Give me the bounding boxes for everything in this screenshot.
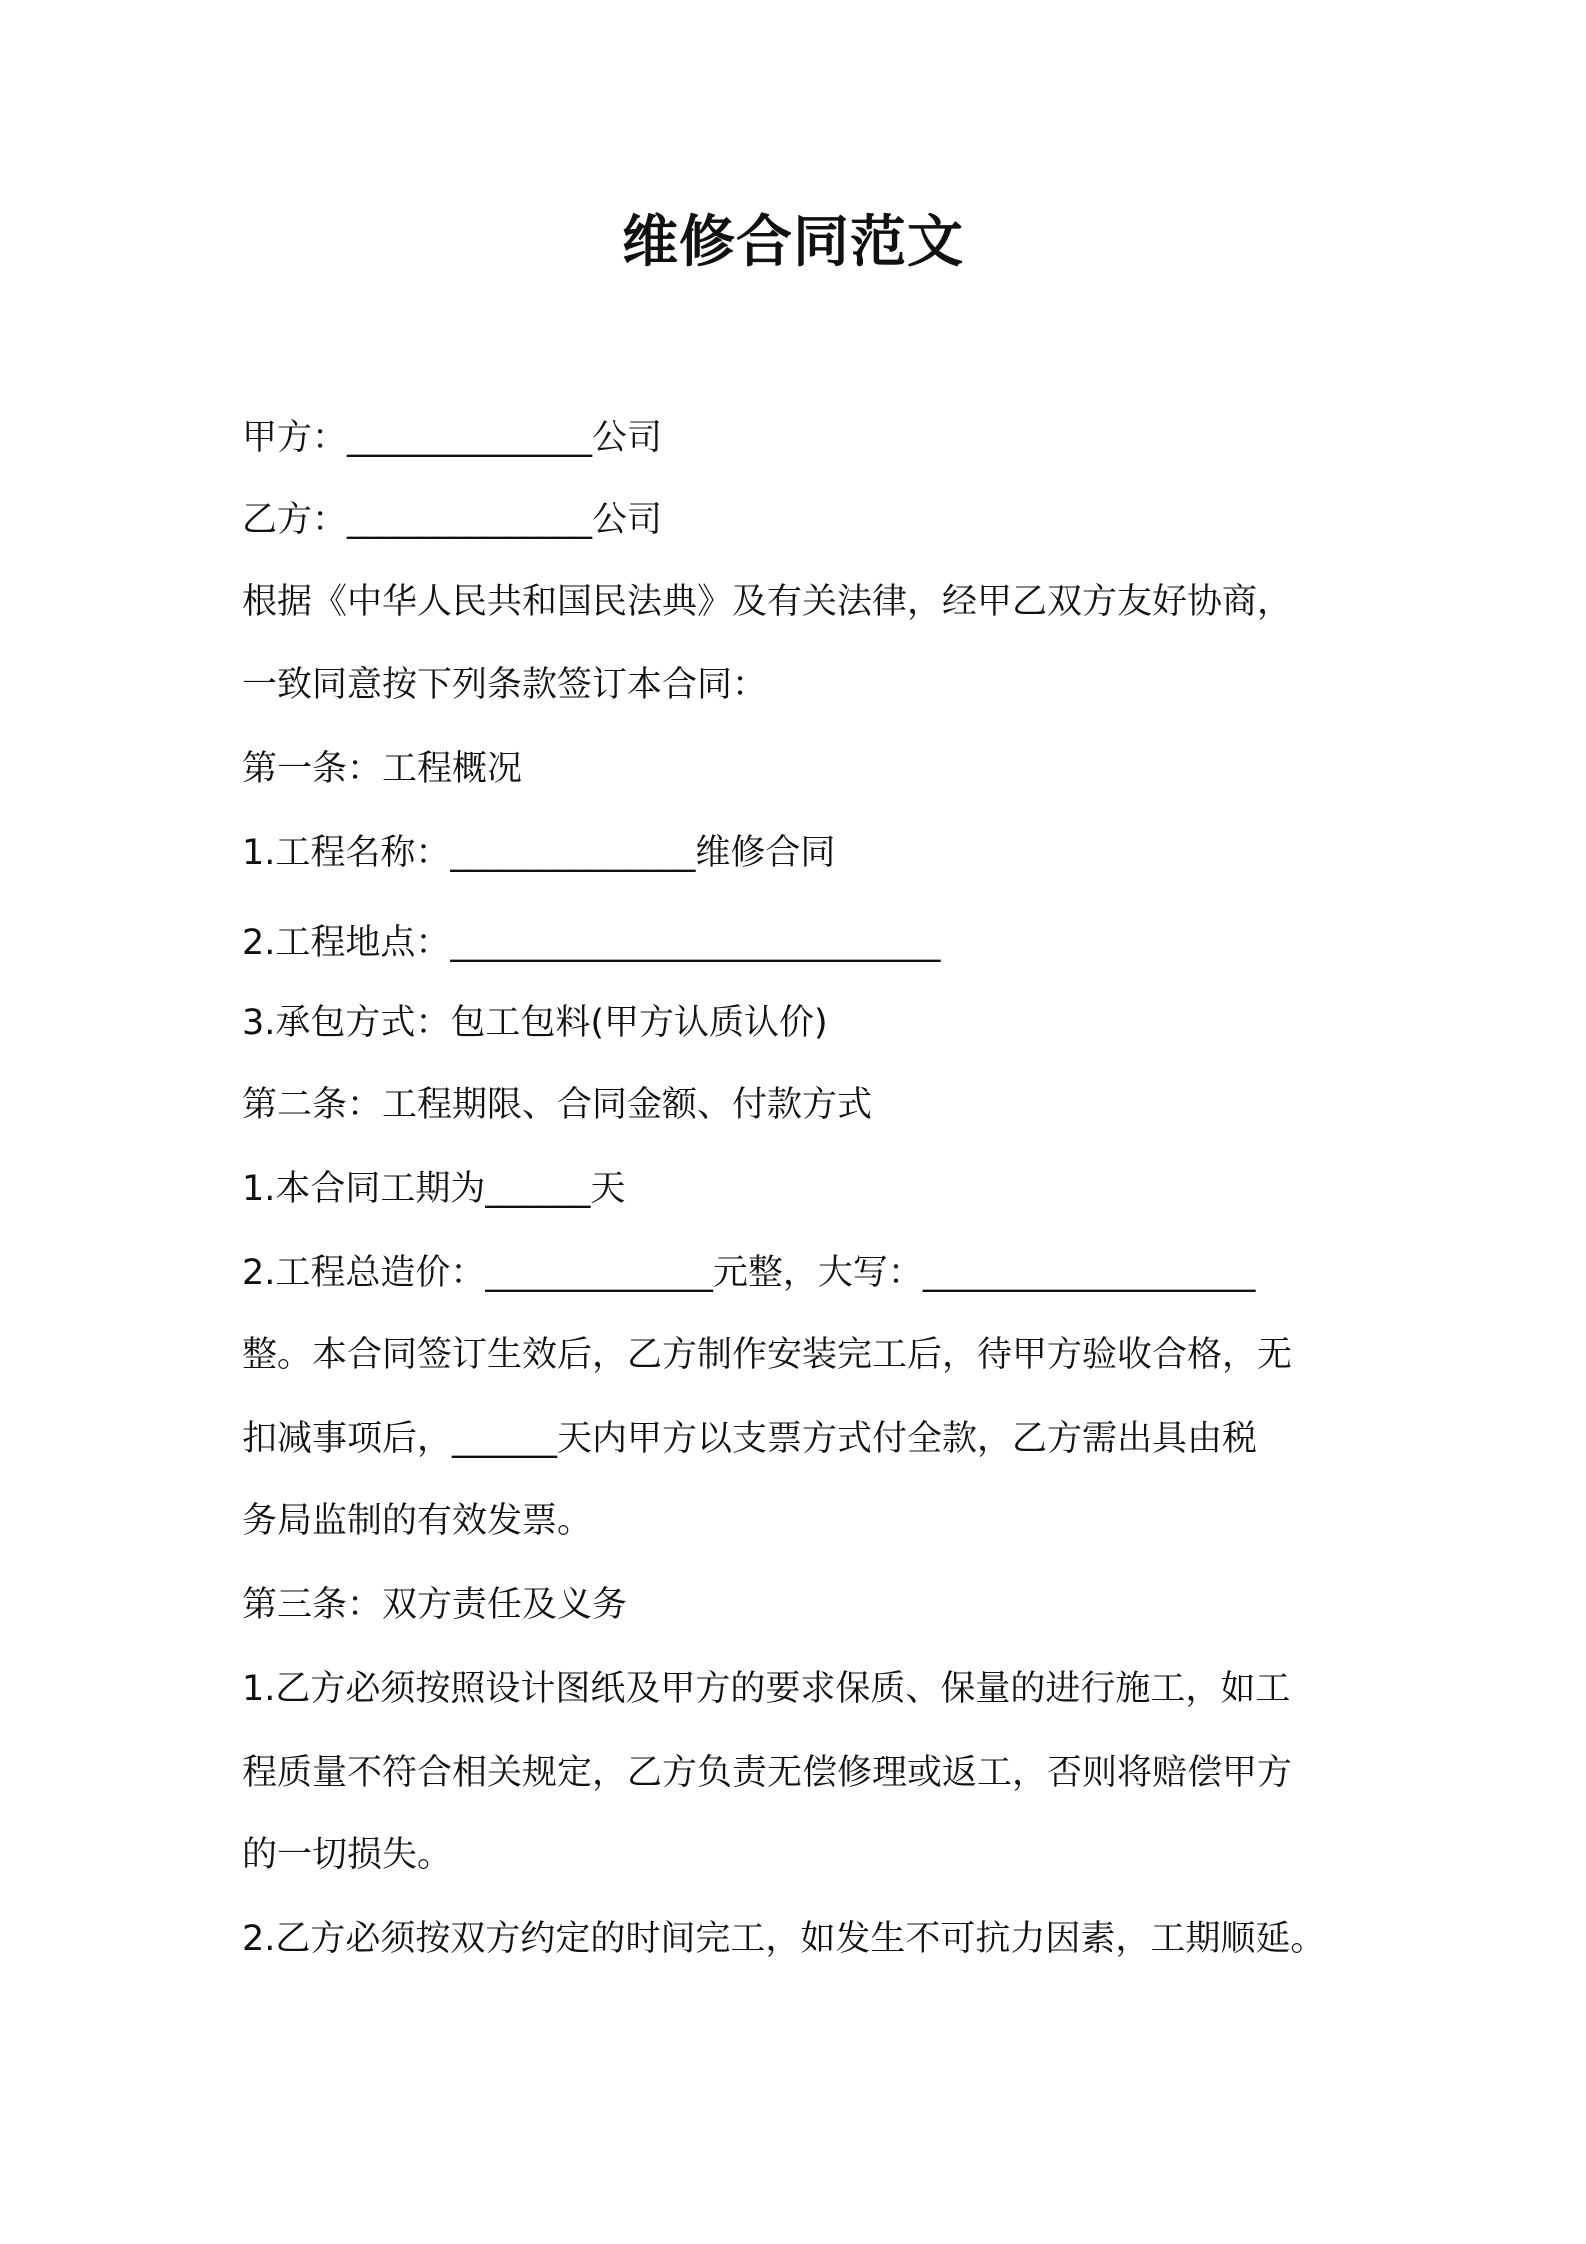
duty-1-line-2: 程质量不符合相关规定，乙方负责无偿修理或返工，否则将赔偿甲方: [242, 1753, 1293, 1793]
preamble-line-1: 根据《中华人民共和国民法典》及有关法律，经甲乙双方友好协商，: [242, 582, 1293, 622]
article-3-heading: 第三条：双方责任及义务: [242, 1585, 628, 1625]
document-title: 维修合同范文: [622, 210, 964, 275]
payment-line-3: 务局监制的有效发票。: [242, 1501, 593, 1541]
project-name-line: 1.工程名称：______________维修合同: [242, 833, 836, 873]
duration-line: 1.本合同工期为______天: [242, 1169, 626, 1209]
duty-2-line: 2.乙方必须按双方约定的时间完工，如发生不可抗力因素，工期顺延。: [242, 1919, 1326, 1959]
duty-1-line-1: 1.乙方必须按照设计图纸及甲方的要求保质、保量的进行施工，如工: [242, 1669, 1291, 1709]
party-b-line: 乙方：______________公司: [242, 500, 663, 540]
article-1-heading: 第一条：工程概况: [242, 749, 523, 789]
duty-1-line-3: 的一切损失。: [242, 1835, 453, 1875]
project-location-line: 2.工程地点：____________________________: [242, 923, 941, 963]
total-cost-line: 2.工程总造价：_____________元整，大写：___________________: [242, 1253, 1256, 1293]
preamble-line-2: 一致同意按下列条款签订本合同：: [242, 665, 768, 705]
article-2-heading: 第二条：工程期限、合同金额、付款方式: [242, 1085, 873, 1125]
contract-method-line: 3.承包方式：包工包料(甲方认质认价): [242, 1003, 828, 1043]
payment-line-1: 整。本合同签订生效后，乙方制作安装完工后，待甲方验收合格，无: [242, 1335, 1293, 1375]
payment-line-2: 扣减事项后，______天内甲方以支票方式付全款，乙方需出具由税: [242, 1419, 1258, 1459]
party-a-line: 甲方：______________公司: [242, 418, 663, 458]
